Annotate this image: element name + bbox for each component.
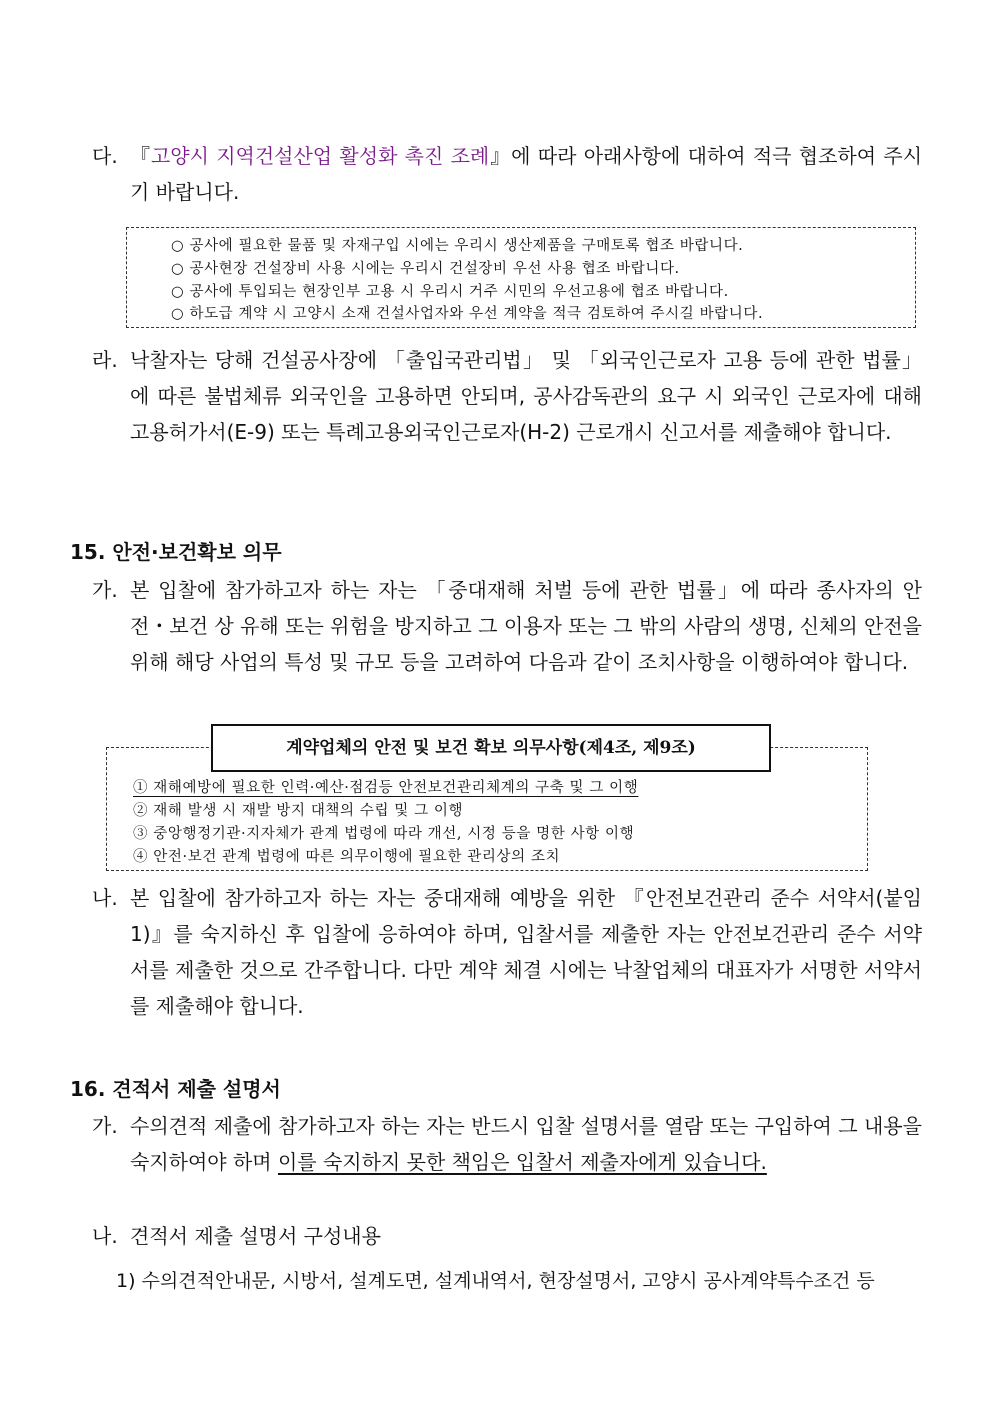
section-da-text: 에 따라 아래사항에 대하여 적극 협조하여 주시기 바랍니다. bbox=[130, 144, 923, 204]
section-15-ga bbox=[92, 572, 922, 680]
section-16-ga-underlined: 이를 숙지하지 못한 책임은 입찰서 제출자에게 있습니다. bbox=[277, 1150, 767, 1174]
cooperation-item: ○ 공사에 필요한 물품 및 자재구입 시에는 우리시 생산제품을 구매토록 협조 바랍니다. bbox=[171, 238, 744, 254]
obligation-box-title: 계약업체의 안전 및 보건 확보 의무사항(제4조, 제9조) bbox=[211, 724, 771, 772]
obligation-item: ③ 중앙행정기관·지자체가 관계 법령에 따라 개선, 시정 등을 명한 사항 이행 bbox=[133, 826, 635, 842]
section-16-na-text: 견적서 제출 설명서 구성내용 bbox=[130, 1224, 381, 1248]
section-da bbox=[92, 138, 922, 210]
section-ra-label: 라. bbox=[92, 348, 118, 372]
section-16-ga-label: 가. bbox=[92, 1114, 118, 1138]
obligation-item: ④ 안전·보건 관계 법령에 따른 의무이행에 필요한 관리상의 조치 bbox=[133, 849, 561, 865]
section-ra bbox=[92, 342, 922, 450]
obligation-item: ① 재해예방에 필요한 인력·예산·점검등 안전보건관리체계의 구축 및 그 이행 bbox=[133, 780, 639, 796]
quote-close: 』 bbox=[489, 144, 512, 168]
section-16-heading: 16. 견적서 제출 설명서 bbox=[70, 1077, 281, 1101]
quote-open: 『 bbox=[130, 144, 151, 168]
obligation-item: ② 재해 발생 시 재발 방지 대책의 수립 및 그 이행 bbox=[133, 803, 464, 819]
cooperation-item: ○ 하도급 계약 시 고양시 소재 건설사업자와 우선 계약을 적극 검토하여 주시길 바랍니다. bbox=[171, 306, 764, 322]
section-15-na bbox=[92, 880, 922, 1024]
section-16-ga bbox=[92, 1108, 922, 1180]
cooperation-item: ○ 공사현장 건설장비 사용 시에는 우리시 건설장비 우선 사용 협조 바랍니다. bbox=[171, 261, 680, 277]
section-16-na bbox=[92, 1218, 922, 1254]
cooperation-item: ○ 공사에 투입되는 현장인부 고용 시 우리시 거주 시민의 우선고용에 협조 바랍니다. bbox=[171, 284, 729, 300]
section-16-item-1: 1) 수의견적안내문, 시방서, 설계도면, 설계내역서, 현장설명서, 고양시 공사계약특수조건 등 bbox=[116, 1270, 875, 1292]
cooperation-box bbox=[126, 227, 916, 328]
section-16-ga-text: 수의견적 제출에 참가하고자 하는 자는 반드시 입찰 설명서를 열람 또는 구입하여 그 내용을 숙지하여야 하며 bbox=[130, 1114, 922, 1174]
section-15-na-label: 나. bbox=[92, 886, 118, 910]
section-15-heading: 15. 안전·보건확보 의무 bbox=[70, 540, 282, 564]
section-15-ga-label: 가. bbox=[92, 578, 118, 602]
section-ra-text: 낙찰자는 당해 건설공사장에 「출입국관리법」 및 「외국인근로자 고용 등에 관한 법률」에 따른 불법체류 외국인을 고용하면 안되며, 공사감독관의 요구 시 외국인 근로자에 대해 고용허가서(E-9) 또는 특례고용외국인근로자(H-2) 근로개시 신고서를 제출해야 합니다. bbox=[130, 348, 922, 444]
section-15-na-text: 본 입찰에 참가하고자 하는 자는 중대재해 예방을 위한 『안전보건관리 준수 서약서(붙임1)』를 숙지하신 후 입찰에 응하여야 하며, 입찰서를 제출한 자는 안전보건관리 준수 서약서를 제출한 것으로 간주합니다. 다만 계약 체결 시에는 낙찰업체의 대표자가 서명한 서약서를 제출해야 합니다. bbox=[130, 886, 922, 1018]
section-16-na-label: 나. bbox=[92, 1224, 118, 1248]
ordinance-name: 고양시 지역건설산업 활성화 촉진 조례 bbox=[150, 144, 490, 168]
section-da-label: 다. bbox=[92, 144, 118, 168]
section-15-ga-text: 본 입찰에 참가하고자 하는 자는 「중대재해 처벌 등에 관한 법률」에 따라 종사자의 안전・보건 상 유해 또는 위험을 방지하고 그 이용자 또는 그 밖의 사람의 생명, 신체의 안전을 위해 해당 사업의 특성 및 규모 등을 고려하여 다음과 같이 조치사항을 이행하여야 합니다. bbox=[130, 578, 922, 674]
